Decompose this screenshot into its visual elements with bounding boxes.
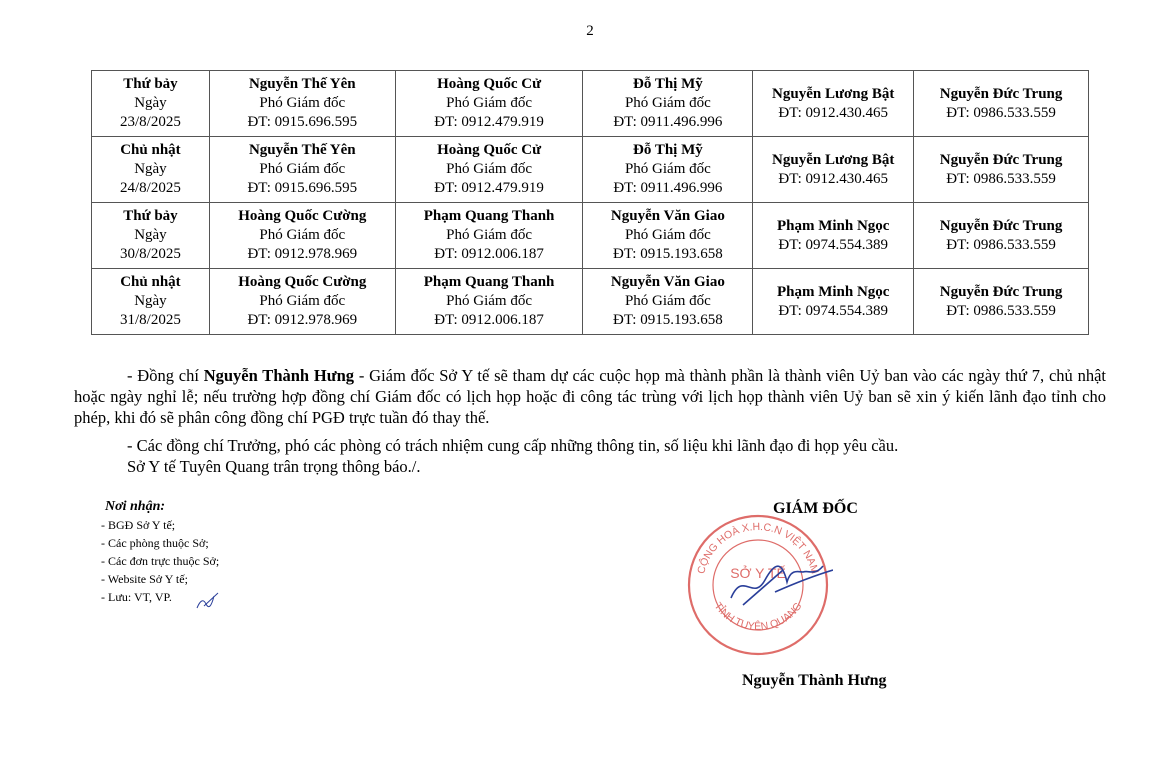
page-number: 2 [586,23,594,39]
person-phone: ĐT: 0912.978.969 [247,312,358,328]
day-label: Ngày [134,293,167,309]
leader-cell [395,203,583,269]
leader-cell [583,203,753,269]
duty-date: 31/8/2025 [120,312,181,328]
person-role: Phó Giám đốc [259,227,346,243]
person-phone: ĐT: 0911.496.996 [613,180,723,196]
staff-cell [753,71,914,137]
person-role: Phó Giám đốc [446,293,532,309]
official-seal-icon [683,510,833,660]
recipient-item: - Lưu: VT, VP. [101,590,172,604]
person-role: Phó Giám đốc [624,95,711,111]
person-phone: ĐT: 0974.554.389 [778,302,889,319]
person-role: Phó Giám đốc [259,293,346,309]
leader-cell [395,137,583,203]
staff-cell [753,137,914,203]
person-name: Phạm Quang Thanh [423,274,555,290]
person-role: Phó Giám đốc [446,161,532,177]
seal-text-top: CỘNG HOÀ X.H.C.N VIỆT NAM [695,520,821,576]
svg-text:TỈNH TUYÊN QUANG [712,600,805,632]
weekday: Chủ nhật [120,274,181,290]
leader-cell [209,137,395,203]
person-name: Phạm Minh Ngọc [776,217,890,234]
person-name: Hoàng Quốc Cường [238,274,367,290]
person-name: Nguyễn Thế Yên [248,76,356,92]
leader-cell [209,71,395,137]
staff-cell [914,269,1089,335]
person-name: Nguyễn Thế Yên [248,142,356,158]
person-phone: ĐT: 0974.554.389 [778,236,889,253]
person-name: Hoàng Quốc Cử [437,76,542,92]
person-phone: ĐT: 0912.479.919 [434,180,544,196]
recipient-item: - BGĐ Sở Y tế; [101,518,176,532]
person-name: Hoàng Quốc Cử [437,142,542,158]
person-name: Đỗ Thị Mỹ [633,76,703,92]
recipient-item: - Website Sở Y tế; [101,572,188,586]
seal-text-bottom: TỈNH TUYÊN QUANG [711,600,805,633]
day-cell [92,203,210,269]
leader-cell [583,269,753,335]
initial-mark-icon [194,590,224,612]
person-phone: ĐT: 0915.193.658 [613,312,723,328]
person-phone: ĐT: 0915.696.595 [247,180,358,196]
day-label: Ngày [134,95,167,111]
person-phone: ĐT: 0912.978.969 [247,246,358,262]
duty-row [92,137,1089,203]
duty-row [92,203,1089,269]
person-role: Phó Giám đốc [624,161,711,177]
person-name: Nguyễn Văn Giao [610,208,725,224]
person-name: Phạm Quang Thanh [423,208,555,224]
staff-cell [914,203,1089,269]
person-name: Nguyễn Đức Trung [939,151,1063,168]
person-phone: ĐT: 0986.533.559 [946,302,1056,319]
note-director-paragraph: - Đồng chí Nguyễn Thành Hưng - Giám đốc Sở Y tế sẽ tham dự các cuộc họp mà thành phần là thành viên Uỷ ban vào các ngày thứ 7, chủ nhật hoặc ngày nghỉ lễ; nếu trường hợp đồng chí Giám đốc có lịch họp hoặc đi công tác trùng với lịch họp thành viên Uỷ ban sẽ xin ý kiến lãnh đạo tỉnh cho phép, khi đó sẽ phân công đồng chí PGĐ trực tuần đó thay thế. [74,366,1106,427]
weekday: Thứ bảy [123,208,178,224]
person-phone: ĐT: 0912.430.465 [778,170,889,187]
leader-cell [583,71,753,137]
person-phone: ĐT: 0986.533.559 [946,236,1056,253]
staff-cell [753,203,914,269]
note-departments-paragraph: - Các đồng chí Trưởng, phó các phòng có trách nhiệm cung cấp những thông tin, số liệu khi lãnh đạo đi họp yêu cầu. [127,436,899,455]
day-cell [92,269,210,335]
person-phone: ĐT: 0912.430.465 [778,104,889,121]
signer-rank: GIÁM ĐỐC [773,500,858,517]
staff-cell [914,137,1089,203]
day-label: Ngày [134,161,167,177]
duty-schedule-table [91,70,1089,335]
person-name: Nguyễn Lương Bật [772,85,895,102]
person-phone: ĐT: 0986.533.559 [946,170,1056,187]
person-name: Nguyễn Đức Trung [939,283,1063,300]
duty-row [92,71,1089,137]
person-phone: ĐT: 0911.496.996 [613,114,723,130]
person-role: Phó Giám đốc [259,95,346,111]
leader-cell [395,269,583,335]
person-role: Phó Giám đốc [446,95,532,111]
signer-name: Nguyễn Thành Hưng [742,672,887,689]
person-name: Nguyễn Đức Trung [939,217,1063,234]
person-phone: ĐT: 0986.533.559 [946,104,1056,121]
person-role: Phó Giám đốc [624,227,711,243]
person-name: Nguyễn Lương Bật [772,151,895,168]
weekday: Thứ bảy [123,76,178,92]
leader-cell [583,137,753,203]
weekday: Chủ nhật [120,142,181,158]
person-name: Phạm Minh Ngọc [776,283,890,300]
leader-cell [209,269,395,335]
recipient-item: - Các đơn trực thuộc Sở; [101,554,220,568]
person-phone: ĐT: 0915.193.658 [613,246,723,262]
recipient-item: - Các phòng thuộc Sở; [101,536,209,550]
person-phone: ĐT: 0912.479.919 [434,114,544,130]
duty-row [92,269,1089,335]
person-name: Nguyễn Đức Trung [939,85,1063,102]
person-phone: ĐT: 0912.006.187 [434,312,544,328]
staff-cell [914,71,1089,137]
person-name: Đỗ Thị Mỹ [633,142,703,158]
day-cell [92,137,210,203]
note-closing-paragraph: Sở Y tế Tuyên Quang trân trọng thông báo./. [127,457,421,476]
recipients-title: Nơi nhận: [105,499,166,514]
person-role: Phó Giám đốc [259,161,346,177]
person-role: Phó Giám đốc [624,293,711,309]
leader-cell [209,203,395,269]
duty-date: 23/8/2025 [120,114,181,130]
director-name: Nguyễn Thành Hưng [203,366,355,385]
person-role: Phó Giám đốc [446,227,532,243]
seal-center-text: SỞ Y TẾ [730,565,786,581]
staff-cell [753,269,914,335]
person-phone: ĐT: 0912.006.187 [434,246,544,262]
day-cell [92,71,210,137]
person-name: Nguyễn Văn Giao [610,274,725,290]
duty-date: 24/8/2025 [120,180,181,196]
day-label: Ngày [134,227,167,243]
person-phone: ĐT: 0915.696.595 [247,114,358,130]
person-name: Hoàng Quốc Cường [238,208,367,224]
leader-cell [395,71,583,137]
duty-date: 30/8/2025 [120,246,181,262]
